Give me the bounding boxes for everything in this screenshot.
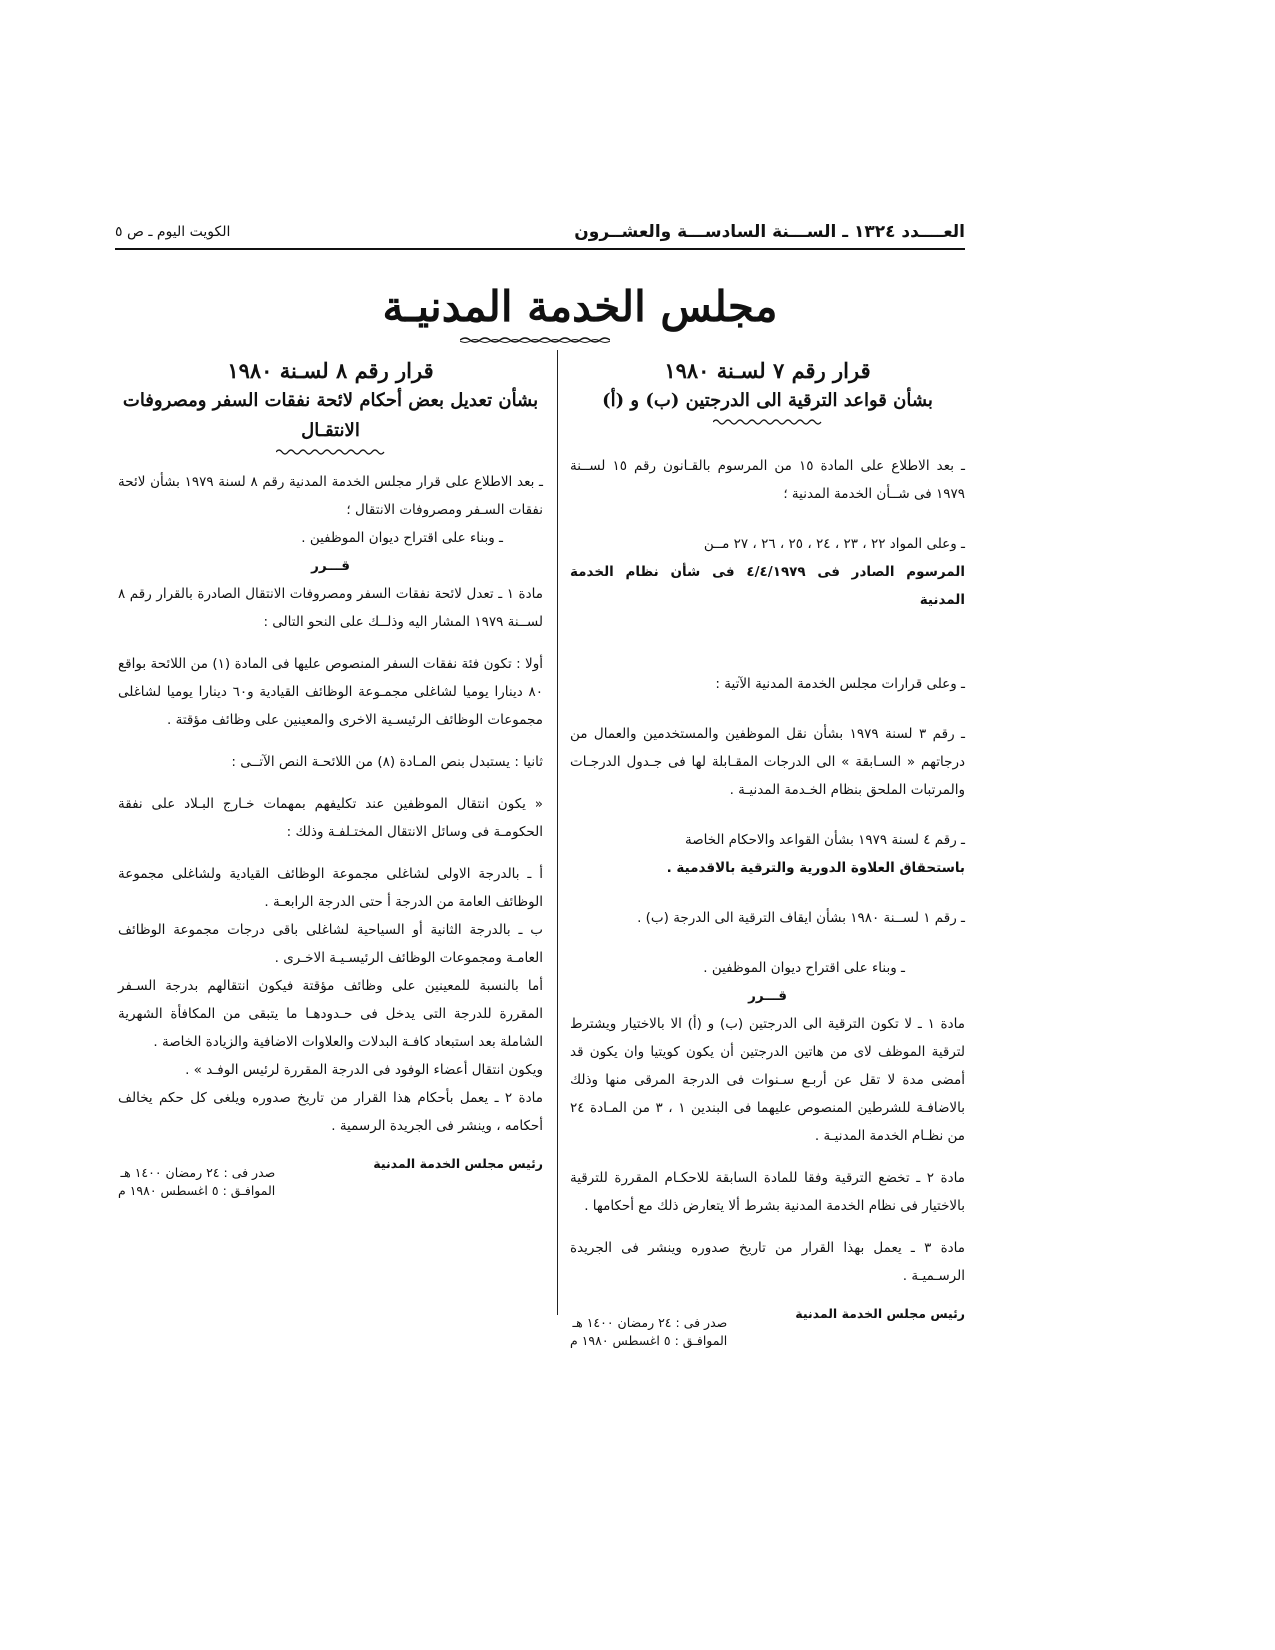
preamble-paragraph: المرسوم الصادر فى ٤/٤/١٩٧٩ فى شأن نظام الخدمة المدنية: [570, 564, 965, 608]
article-2: مادة ٢ ـ تخضع الترقية وفقا للمادة السابقة للاحكـام المقررة للترقية بالاختيار فى نظام الخدمة المدنية بشرط ألا يتعارض ذلك مع أحكامها .: [570, 1170, 965, 1214]
decided-heading: قـــرر: [748, 988, 787, 1004]
decision-7-subject: بشأن قواعد الترقية الى الدرجتين (ب) و (أ): [602, 390, 933, 411]
clause-second: ثانيا : يستبدل بنص المـادة (٨) من اللائحـة النص الآتــى :: [231, 754, 543, 770]
preamble-paragraph: ـ رقم ٣ لسنة ١٩٧٩ بشأن نقل الموظفين والمستخدمين والعمال من درجاتهم « السـابقة » الى الدرجات المقـابلة لها فى جـدول الدرجـات والمرتبات الملحق بنظام الخـدمة المدنيـة .: [570, 726, 965, 798]
preamble-paragraph: ـ وعلى المواد ٢٢ ، ٢٣ ، ٢٤ ، ٢٥ ، ٢٦ ، ٢٧ مــن: [703, 536, 965, 552]
page-header: [115, 222, 965, 250]
decision-8: [118, 356, 543, 1210]
signature-block: [570, 1300, 965, 1360]
gregorian-date: الموافـق : ٥ اغسطس ١٩٨٠ م: [118, 1183, 276, 1198]
item-a: أ ـ بالدرجة الاولى لشاغلى مجموعة الوظائف القيادية ولشاغلى مجموعة الوظائف العامة من الدرجة أ حتى الدرجة الرابعـة .: [118, 866, 543, 910]
preamble-paragraph: ـ رقم ١ لســنة ١٩٨٠ بشأن ايقاف الترقية الى الدرجة (ب) .: [637, 910, 965, 926]
article-2: مادة ٢ ـ يعمل بأحكام هذا القرار من تاريخ صدوره ويلغى كل حكم يخالف أحكامه ، وينشر فى الجريدة الرسمية .: [118, 1090, 543, 1134]
ornamental-rule-icon: [460, 336, 610, 344]
clause-first: أولا : تكون فئة نفقات السفر المنصوص عليها فى المادة (١) من اللائحة بواقع ٨٠ دينارا يوميا لشاغلى مجمـوعة الوظائف القيادية و٦٠ دينارا يوميا لشاغلى مجموعات الوظائف الرئيسـية الاخرى والمعينين على وظائف مؤقتة .: [118, 656, 543, 728]
signatory-title: رئيس مجلس الخدمة المدنية: [373, 1156, 543, 1171]
preamble-paragraph: ـ وعلى قرارات مجلس الخدمة المدنية الآتية :: [715, 676, 965, 692]
item-b: ب ـ بالدرجة الثانية أو السياحية لشاغلى باقى درجات مجموعة الوظائف العامـة ومجموعات الوظائف الرئيسـيـة الاخـرى .: [118, 922, 543, 966]
hijri-date: صدر فى : ٢٤ رمضان ١٤٠٠ هـ: [120, 1165, 276, 1180]
temporary-staff-paragraph: أما بالنسبة للمعينين على وظائف مؤقتة فيكون انتقالهم بدرجة السـفر المقررة للدرجة التى يدخل فى حـدودهـا ما يتبقى من المكافأة الشهرية الشاملة بعد استبعاد كافـة البدلات والعلاوات الاضافية والزيادة الخاصة .: [118, 978, 543, 1050]
decided-heading: قـــرر: [311, 558, 350, 574]
masthead-title: مجلس الخدمة المدنيـة: [382, 282, 778, 331]
article-3: مادة ٣ ـ يعمل بهذا القرار من تاريخ صدوره وينشر فى الجريدة الرسـميـة .: [570, 1240, 965, 1284]
delegation-paragraph: ويكون انتقال أعضاء الوفود فى الدرجة المقررة لرئيس الوفـد » .: [185, 1062, 543, 1078]
page-reference: الكويت اليوم ـ ص ٥: [115, 224, 231, 240]
issue-date: [118, 1164, 275, 1200]
decision-7: [570, 356, 965, 1360]
preamble-paragraph: ـ وبناء على اقتراح ديوان الموظفين .: [301, 530, 503, 546]
decision-8-subject: بشأن تعديل بعض أحكام لائحة نفقات السفر ومصروفات الانتقـال: [122, 390, 539, 441]
quoted-text: « يكون انتقال الموظفين عند تكليفهم بمهمات خـارج البـلاد على نفقة الحكومـة فى وسائل الانتقال المختـلفـة وذلك :: [118, 796, 543, 840]
wavy-rule-icon: [713, 418, 823, 426]
decision-8-title: قرار رقم ٨ لسـنة ١٩٨٠: [227, 358, 434, 383]
decision-7-title: قرار رقم ٧ لسـنة ١٩٨٠: [664, 358, 871, 383]
preamble-paragraph: ـ بعد الاطلاع على المادة ١٥ من المرسوم بالقـانون رقم ١٥ لســنة ١٩٧٩ فى شــأن الخدمة المدنية ؛: [570, 458, 965, 502]
issue-date: [570, 1314, 727, 1350]
gregorian-date: الموافـق : ٥ اغسطس ١٩٨٠ م: [570, 1333, 728, 1348]
signature-block: [118, 1150, 543, 1210]
preamble-paragraph: ـ بعد الاطلاع على قرار مجلس الخدمة المدنية رقم ٨ لسنة ١٩٧٩ بشأن لائحة نفقات السـفر ومصروفات الانتقال ؛: [118, 474, 543, 518]
article-1: مادة ١ ـ لا تكون الترقية الى الدرجتين (ب) و (أ) الا بالاختيار ويشترط لترقية الموظف لاى من هاتين الدرجتين أن يكون كويتيا وان يكون قد أمضى مدة لا تقل عن أربـع سـنوات فى الدرجة المرقى منها وذلك بالاضافـة للشرطين المنصوص عليهما فى البندين ١ ، ٣ من المـادة ٢٤ من نظـام الخدمة المدنيـة .: [570, 1016, 965, 1144]
hijri-date: صدر فى : ٢٤ رمضان ١٤٠٠ هـ: [572, 1315, 728, 1330]
signatory-title: رئيس مجلس الخدمة المدنية: [795, 1306, 965, 1321]
preamble-paragraph: ـ رقم ٤ لسنة ١٩٧٩ بشأن القواعد والاحكام الخاصة: [684, 832, 965, 848]
article-1: مادة ١ ـ تعدل لائحة نفقات السفر ومصروفات الانتقال الصادرة بالقرار رقم ٨ لســنة ١٩٧٩ المشار اليه وذلــك على النحو التالى :: [118, 586, 543, 630]
preamble-paragraph: ـ وبناء على اقتراح ديوان الموظفين .: [703, 960, 905, 976]
issue-info: العــــدد ١٣٢٤ ـ الســـنة السادســـة والعشــرون: [574, 222, 965, 242]
preamble-paragraph: باستحقاق العلاوة الدورية والترقية بالاقدمية .: [666, 860, 965, 876]
wavy-rule-icon: [276, 448, 386, 456]
column-divider: [557, 350, 558, 1315]
